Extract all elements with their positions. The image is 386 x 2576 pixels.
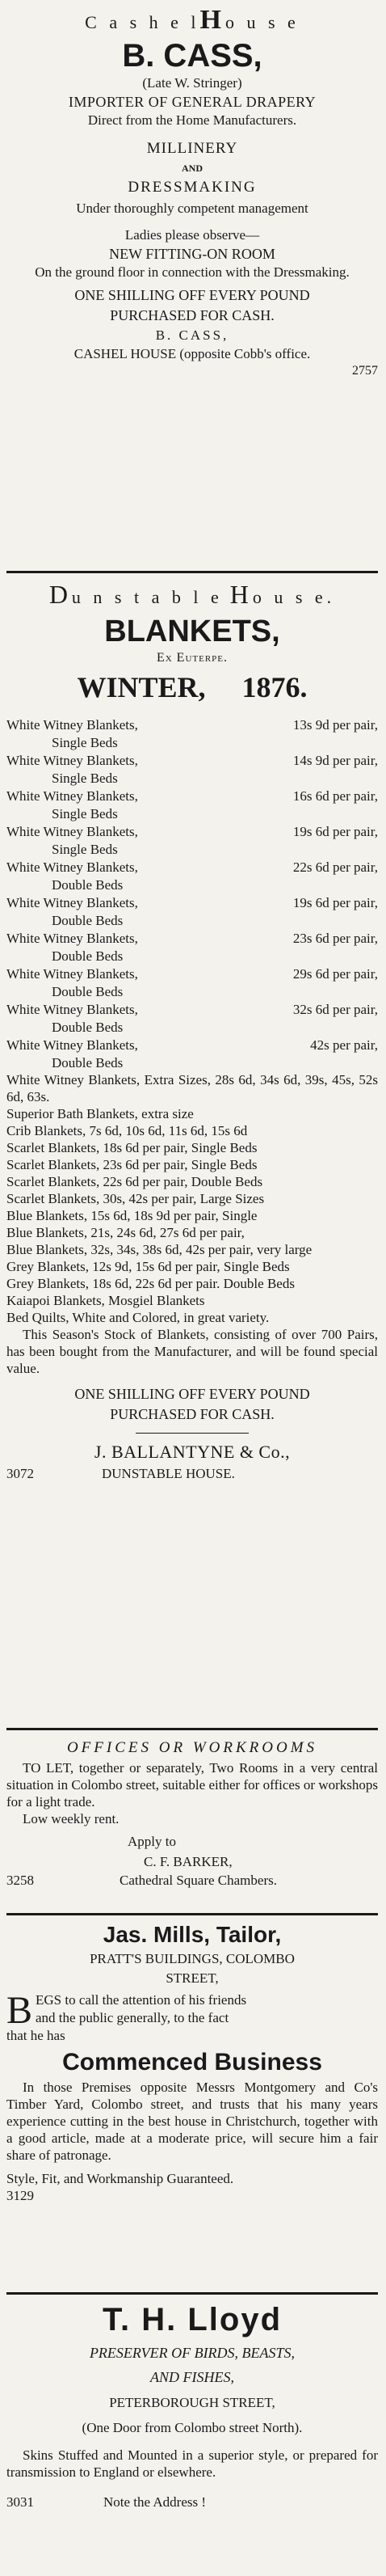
- item-sub: Double Beds: [52, 948, 124, 964]
- crib-blankets: Crib Blankets, 7s 6d, 10s 6d, 11s 6d, 15s 6d: [6, 1123, 248, 1138]
- item-sub: Single Beds: [52, 771, 118, 786]
- offices-title: OFFICES OR WORKROOMS: [66, 1739, 318, 1756]
- winter-year: 1876.: [241, 671, 308, 703]
- ballantyne: J. BALLANTYNE & Co.,: [94, 1442, 291, 1462]
- scarlet-2: Scarlet Blankets, 23s 6d per pair, Single Beds: [6, 1157, 258, 1172]
- cashel-header-a: C a s h e l: [85, 12, 200, 32]
- offices-footer: [6, 1872, 378, 1890]
- item-price: 42s per pair,: [310, 1037, 378, 1053]
- cashel-millinery: MILLINERY: [146, 140, 238, 157]
- item-sub: Double Beds: [52, 1055, 124, 1071]
- cashel-late: (Late W. Stringer): [142, 75, 242, 91]
- item-price: 16s 6d per pair,: [292, 788, 378, 804]
- mills-begs-2: and the public generally, to the fact: [36, 2010, 229, 2025]
- cashel-direct: Direct from the Home Manufacturers.: [87, 112, 297, 128]
- mills-begs: [6, 1991, 378, 2045]
- item-label: White Witney Blankets,: [6, 931, 138, 946]
- item-price: 19s 6d per pair,: [292, 895, 378, 910]
- mills-begs-big: B: [6, 1989, 33, 2032]
- cashel-dressmaking: DRESSMAKING: [128, 179, 257, 196]
- dunstable-header: [6, 573, 378, 614]
- dunstable-ex: Ex Euterpe.: [156, 651, 229, 665]
- item-price: 13s 9d per pair,: [292, 717, 378, 733]
- dunstable-title: BLANKETS,: [104, 614, 280, 648]
- lloyd-fishes: AND FISHES,: [150, 2369, 234, 2385]
- lloyd-footer: [6, 2494, 378, 2511]
- item-price: 29s 6d per pair,: [292, 966, 378, 982]
- item-sub: Single Beds: [52, 806, 118, 821]
- item-label: White Witney Blankets,: [6, 1037, 138, 1053]
- lloyd-text: Skins Stuffed and Mounted in a superior style, or prepared for transmission to England or elsewhere.: [6, 2447, 378, 2480]
- list-item: [6, 1000, 378, 1036]
- blue-2: Blue Blankets, 21s, 24s 6d, 27s 6d per pair,: [6, 1225, 245, 1240]
- lloyd-note: Note the Address !: [103, 2494, 207, 2510]
- mills-street: STREET,: [166, 1970, 219, 1986]
- item-label: White Witney Blankets,: [6, 824, 138, 839]
- offices-chambers: Cathedral Square Chambers.: [120, 1873, 277, 1888]
- offices-apply: Apply to: [128, 1834, 176, 1849]
- item-price: 32s 6d per pair,: [292, 1002, 378, 1017]
- dunstable-house-ad: [6, 573, 378, 1728]
- cashel-management: Under thoroughly competent management: [76, 201, 308, 216]
- list-item: [6, 751, 378, 787]
- cashel-header-big: H: [199, 5, 225, 35]
- blue-1: Blue Blankets, 15s 6d, 18s 9d per pair, Single: [6, 1208, 258, 1223]
- item-price: 14s 9d per pair,: [292, 753, 378, 768]
- item-label: White Witney Blankets,: [6, 895, 138, 910]
- blanket-list: [6, 716, 378, 1071]
- winter-label: WINTER,: [77, 671, 206, 703]
- cashel-name: B. CASS,: [122, 38, 262, 74]
- item-label: White Witney Blankets,: [6, 966, 138, 982]
- list-item: [6, 893, 378, 929]
- item-price: 19s 6d per pair,: [292, 824, 378, 839]
- superior-bath: Superior Bath Blankets, extra size: [6, 1106, 194, 1121]
- cashel-importer: IMPORTER OF GENERAL DRAPERY: [68, 94, 317, 110]
- lloyd-title: T. H. Lloyd: [103, 2302, 282, 2337]
- cashel-house-ad: [6, 0, 378, 571]
- scarlet-4: Scarlet Blankets, 30s, 42s per pair, Large Sizes: [6, 1191, 265, 1206]
- offices-number: 3258: [6, 1873, 34, 1888]
- list-item: [6, 716, 378, 751]
- mills-title: Jas. Mills, Tailor,: [103, 1922, 282, 1947]
- cashel-and: AND: [182, 163, 203, 174]
- scarlet-3: Scarlet Blankets, 22s 6d per pair, Double Beds: [6, 1174, 263, 1189]
- cashel-number: 2757: [352, 364, 378, 378]
- dunstable-purchased: PURCHASED FOR CASH.: [110, 1406, 275, 1422]
- item-sub: Double Beds: [52, 913, 124, 928]
- dunstable-number: 3072: [6, 1466, 34, 1481]
- cashel-shilling: ONE SHILLING OFF EVERY POUND: [74, 287, 310, 303]
- quilts: Bed Quilts, White and Colored, in great variety.: [6, 1310, 270, 1325]
- item-sub: Single Beds: [52, 842, 118, 857]
- item-price: 22s 6d per pair,: [292, 859, 378, 875]
- item-sub: Single Beds: [52, 735, 118, 750]
- mills-commenced: Commenced Business: [62, 2049, 322, 2076]
- grey-2: Grey Blankets, 18s 6d, 22s 6d per pair. Double Beds: [6, 1276, 295, 1291]
- list-item: [6, 858, 378, 893]
- item-price: 23s 6d per pair,: [292, 931, 378, 946]
- blue-3: Blue Blankets, 32s, 34s, 38s 6d, 42s per pair, very large: [6, 1242, 313, 1257]
- cashel-ladies: Ladies please observe—: [124, 227, 260, 243]
- item-sub: Double Beds: [52, 1020, 124, 1035]
- offices-text: TO LET, together or separately, Two Rooms in a very central situation in Colombo street, suitable either for offices or workshops for a light trade.: [6, 1760, 378, 1810]
- cashel-purchased: PURCHASED FOR CASH.: [110, 307, 275, 323]
- dunstable-header-big1: D: [48, 580, 72, 609]
- cashel-header-b: o u s e: [225, 12, 300, 32]
- dunstable-house-sign: DUNSTABLE HOUSE.: [102, 1466, 235, 1481]
- item-label: White Witney Blankets,: [6, 717, 138, 733]
- mills-style: Style, Fit, and Workmanship Guaranteed.: [6, 2171, 234, 2186]
- dunstable-header-a: u n s t a b l e: [71, 587, 223, 607]
- mills-begs-3: that he has: [6, 2028, 65, 2043]
- divider: [136, 1433, 249, 1434]
- grey-1: Grey Blankets, 12s 9d, 15s 6d per pair, Single Beds: [6, 1259, 290, 1274]
- mills-ad: [6, 1915, 378, 2292]
- dunstable-header-big2: H: [229, 580, 253, 609]
- offices-ad: [6, 1730, 378, 1913]
- blanket-extra: [6, 1071, 378, 1377]
- offices-rent: Low weekly rent.: [23, 1811, 120, 1826]
- newspaper-column: [6, 0, 378, 2576]
- dunstable-shilling: ONE SHILLING OFF EVERY POUND: [74, 1386, 310, 1402]
- cashel-fitting: NEW FITTING-ON ROOM: [109, 246, 275, 262]
- cashel-ground: On the ground floor in connection with the Dressmaking.: [35, 264, 350, 280]
- item-label: White Witney Blankets,: [6, 788, 138, 804]
- lloyd-door: (One Door from Colombo street North).: [82, 2420, 303, 2435]
- scarlet-1: Scarlet Blankets, 18s 6d per pair, Single Beds: [6, 1140, 258, 1155]
- kaiapoi: Kaiapoi Blankets, Mosgiel Blankets: [6, 1293, 205, 1308]
- mills-text: In those Premises opposite Messrs Montgomery and Co's Timber Yard, Colombo street, and trusts that his many years experience cutting in the best house in Christchurch, together with a good article, made at a moderate price, will secure him a fair share of patronage.: [6, 2080, 378, 2163]
- cashel-sig: B. CASS,: [155, 327, 229, 343]
- extra-sizes: White Witney Blankets, Extra Sizes, 28s 6d, 34s 6d, 39s, 45s, 52s 6d, 63s.: [6, 1072, 378, 1104]
- list-item: [6, 965, 378, 1000]
- item-sub: Double Beds: [52, 877, 124, 893]
- cashel-address: CASHEL HOUSE (opposite Cobb's office.: [73, 346, 311, 361]
- item-label: White Witney Blankets,: [6, 859, 138, 875]
- list-item: [6, 787, 378, 822]
- item-label: White Witney Blankets,: [6, 753, 138, 768]
- lloyd-street: PETERBOROUGH STREET,: [109, 2395, 275, 2410]
- cashel-header: [6, 0, 378, 37]
- list-item: [6, 822, 378, 858]
- dunstable-header-b: o u s e.: [252, 587, 336, 607]
- dunstable-winter: [6, 667, 378, 711]
- list-item: [6, 929, 378, 965]
- season-note: This Season's Stock of Blankets, consisting of over 700 Pairs, has been bought from the Manufacturer, and will be found special value.: [6, 1327, 378, 1376]
- mills-begs-1: EGS to call the attention of his friends: [36, 1992, 247, 2008]
- lloyd-number: 3031: [6, 2494, 34, 2510]
- item-label: White Witney Blankets,: [6, 1002, 138, 1017]
- lloyd-preserver: PRESERVER OF BIRDS, BEASTS,: [89, 2345, 296, 2361]
- lloyd-ad: [6, 2295, 378, 2570]
- mills-pratt: PRATT'S BUILDINGS, COLOMBO: [90, 1951, 295, 1966]
- item-sub: Double Beds: [52, 984, 124, 999]
- list-item: [6, 1036, 378, 1071]
- dunstable-footer: [6, 1464, 378, 1484]
- mills-number: 3129: [6, 2188, 34, 2203]
- offices-barker: C. F. BARKER,: [144, 1854, 233, 1869]
